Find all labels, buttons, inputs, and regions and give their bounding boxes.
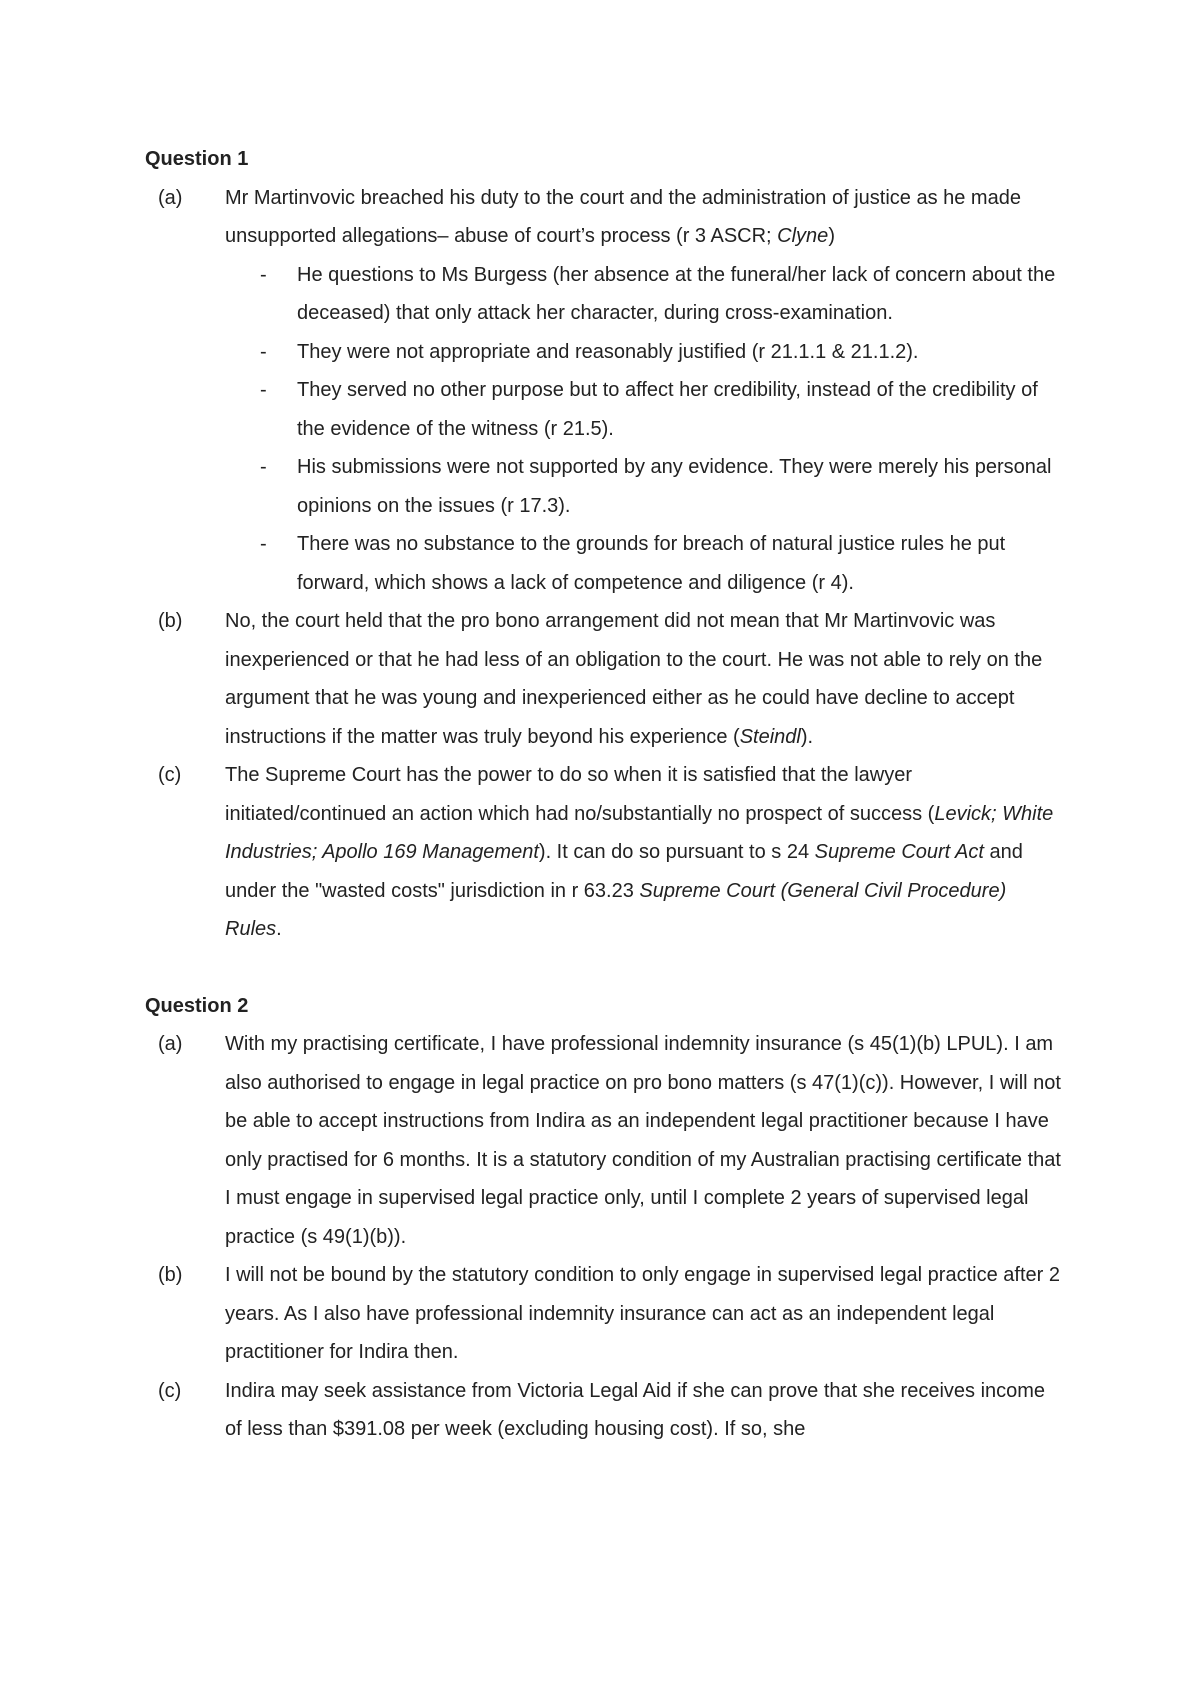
- text-run: ): [828, 225, 835, 247]
- bullet-item: [225, 256, 1065, 333]
- bullet-dash: -: [260, 263, 267, 286]
- question-2: [145, 987, 1065, 1449]
- question-2-part-b: [145, 1256, 1065, 1372]
- case-citation: Levick; White Industries; Apollo 169 Management: [225, 802, 1054, 863]
- bullet-text: There was no substance to the grounds for breach of natural justice rules he put forward, which shows a lack of competence and diligence (r 4).: [297, 533, 1006, 594]
- bullet-item: [225, 333, 1065, 372]
- part-label: (c): [158, 764, 182, 786]
- question-2-title: Question 2: [145, 994, 249, 1017]
- bullet-dash: -: [260, 456, 267, 478]
- part-a-intro: [225, 179, 1065, 256]
- statute-citation: Supreme Court (General Civil Procedure) Rules: [225, 879, 1007, 940]
- question-2-part-c: [145, 1372, 1065, 1449]
- bullet-item: [225, 448, 1065, 525]
- part-text: I will not be bound by the statutory condition to only engage in supervised legal practice after 2 years. As I also have professional indemnity insurance can act as an independent legal practitioner for Indira then.: [225, 1264, 1060, 1363]
- part-text: With my practising certificate, I have professional indemnity insurance (s 45(1)(b) LPUL). I am also authorised to engage in legal practice on pro bono matters (s 47(1)(c)). However, I will not be able to accept instructions from Indira as an independent legal practitioner because I have only practised for 6 months. It is a statutory condition of my Australian practising certificate that I must engage in supervised legal practice only, until I complete 2 years of supervised legal practice (s 49(1)(b)).: [225, 1033, 1061, 1248]
- part-text: [225, 756, 1065, 949]
- part-text: [225, 179, 1065, 603]
- text-run: No, the court held that the pro bono arrangement did not mean that Mr Martinvovic was inexperienced or that he had less of an obligation to the court. He was not able to rely on the argument that he was young and inexperienced either as he could have decline to accept instructions if the matter was truly beyond his experience (: [225, 610, 1043, 748]
- bullet-dash: -: [260, 379, 267, 401]
- question-2-part-a: [145, 1025, 1065, 1256]
- part-label: (a): [158, 186, 183, 209]
- question-1-title: Question 1: [145, 148, 249, 170]
- text-run: and under the "wasted costs" jurisdiction in r 63.23: [225, 841, 1023, 902]
- statute-citation: Supreme Court Act: [814, 841, 984, 863]
- part-text: Indira may seek assistance from Victoria Legal Aid if she can prove that she receives income of less than $391.08 per week (excluding housing cost). If so, she: [225, 1379, 1046, 1440]
- part-label: (b): [158, 1264, 183, 1286]
- question-1: [145, 140, 1065, 949]
- bullet-text: They were not appropriate and reasonably justified (r 21.1.1 & 21.1.2).: [297, 340, 919, 363]
- bullet-text: His submissions were not supported by any evidence. They were merely his personal opinions on the issues (r 17.3).: [297, 456, 1052, 517]
- text-run: The Supreme Court has the power to do so when it is satisfied that the lawyer initiated/continued an action which had no/substantially no prospect of success (: [225, 764, 935, 825]
- part-label: (c): [158, 1379, 182, 1402]
- bullet-dash: -: [260, 533, 267, 555]
- part-label: (a): [158, 1033, 183, 1055]
- bullet-text: They served no other purpose but to affect her credibility, instead of the credibility of the evidence of the witness (r 21.5).: [297, 379, 1038, 440]
- bullet-list: [225, 256, 1065, 603]
- text-run: ). It can do so pursuant to s 24: [538, 841, 815, 863]
- document-body: [145, 140, 1065, 1449]
- part-label: (b): [158, 610, 183, 632]
- question-1-part-b: [145, 602, 1065, 756]
- bullet-item: [225, 525, 1065, 602]
- text-run: Mr Martinvovic breached his duty to the court and the administration of justice as he made unsupported allegations– abuse of court’s process (r 3 ASCR;: [225, 186, 1021, 247]
- bullet-dash: -: [260, 340, 267, 363]
- bullet-item: [225, 371, 1065, 448]
- question-1-part-a: [145, 179, 1065, 603]
- question-1-part-c: [145, 756, 1065, 949]
- text-run: .: [276, 918, 282, 940]
- case-citation: Clyne: [777, 225, 829, 247]
- text-run: ).: [800, 725, 814, 748]
- part-text: [225, 602, 1065, 756]
- case-citation: Steindl: [739, 725, 801, 748]
- bullet-text: He questions to Ms Burgess (her absence at the funeral/her lack of concern about the deceased) that only attack her character, during cross-examination.: [297, 263, 1056, 324]
